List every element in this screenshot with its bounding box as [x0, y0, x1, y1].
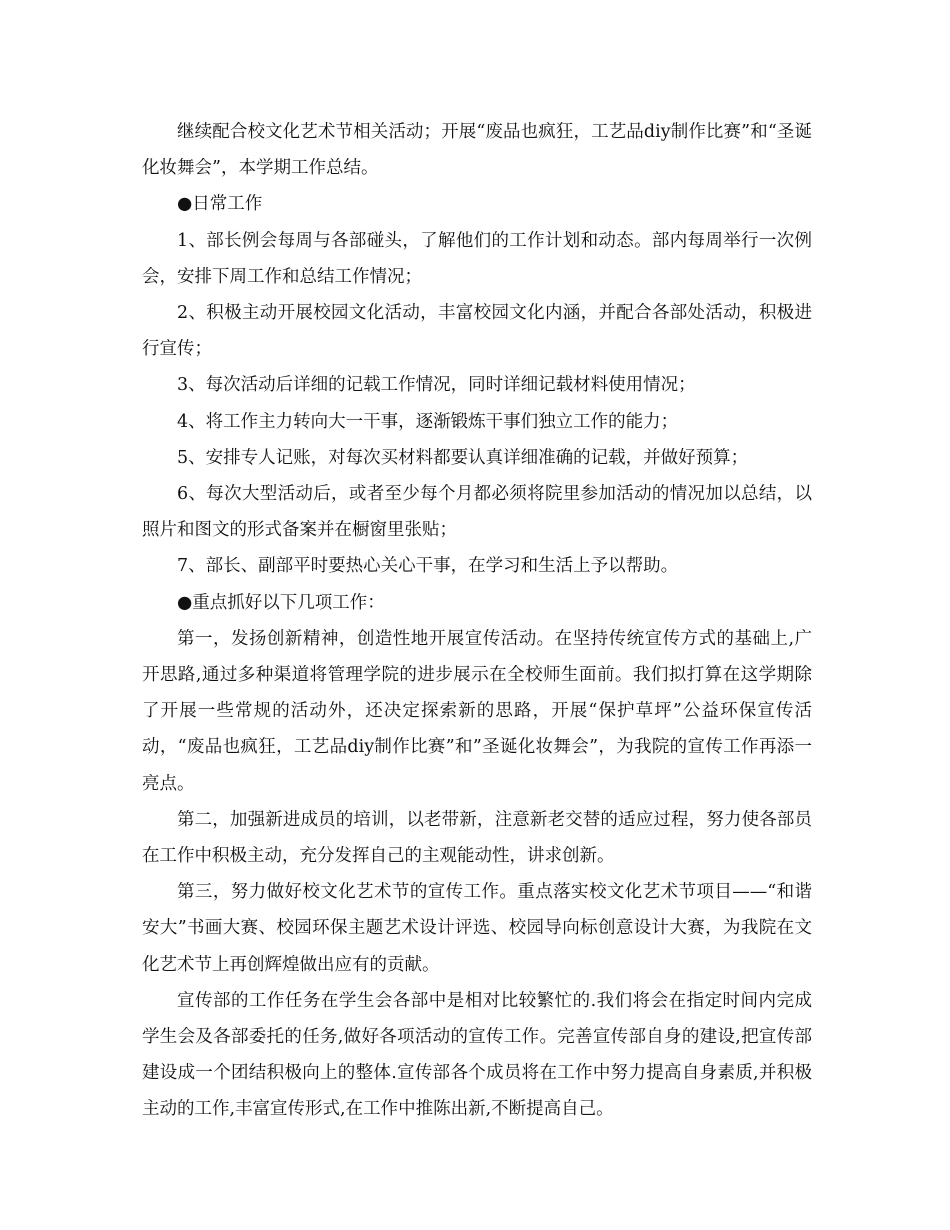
document-body [142, 114, 812, 1128]
list-item: 2、积极主动开展校园文化活动，丰富校园文化内涵，并配合各部处活动，积极进行宣传； [142, 303, 812, 360]
list-item: 6、每次大型活动后，或者至少每个月都必须将院里参加活动的情况加以总结，以照片和图文的形式备案并在橱窗里张贴； [142, 484, 812, 541]
list-item: 5、安排专人记账，对每次买材料都要认真详细准确的记载，并做好预算； [177, 447, 749, 468]
list-item: 1、部长例会每周与各部碰头，了解他们的工作计划和动态。部内每周举行一次例会，安排下周工作和总结工作情况； [142, 230, 812, 287]
paragraph-first: 第一，发扬创新精神，创造性地开展宣传活动。在坚持传统宣传方式的基础上,广开思路,通过多种渠道将管理学院的进步展示在全校师生面前。我们拟打算在这学期除了开展一些常规的活动外，还决定探索新的思路，开展“保护草坪”公益环保宣传活动，“废品也疯狂，工艺品diy制作比赛”和”圣诞化妆舞会”，为我院的宣传工作再添一亮点。 [142, 628, 812, 794]
list-item: 4、将工作主力转向大一干事，逐渐锻炼干事们独立工作的能力； [177, 411, 679, 432]
section-heading-daily-work: ●日常工作 [177, 194, 263, 215]
paragraph-third: 第三，努力做好校文化艺术节的宣传工作。重点落实校文化艺术节项目——“和谐安大”书画大赛、校园环保主题艺术设计评选、校园导向标创意设计大赛，为我院在文化艺术节上再创辉煌做出应有的贡献。 [142, 882, 812, 975]
section-heading-key-work: ●重点抓好以下几项工作： [177, 592, 385, 613]
paragraph-closing: 宣传部的工作任务在学生会各部中是相对比较繁忙的.我们将会在指定时间内完成学生会及各部委托的任务,做好各项活动的宣传工作。完善宣传部自身的建设,把宣传部建设成一个团结积极向上的整体.宣传部各个成员将在工作中努力提高自身素质,并积极主动的工作,丰富宣传形式,在工作中推陈出新,不断提高自己。 [142, 990, 812, 1120]
paragraph-intro: 继续配合校文化艺术节相关活动；开展“废品也疯狂，工艺品diy制作比赛”和“圣诞化妆舞会”，本学期工作总结。 [142, 122, 812, 179]
list-item: 7、部长、副部平时要热心关心干事，在学习和生活上予以帮助。 [177, 556, 679, 577]
list-item: 3、每次活动后详细的记载工作情况，同时详细记载材料使用情况； [177, 375, 696, 396]
paragraph-second: 第二，加强新进成员的培训，以老带新，注意新老交替的适应过程，努力使各部员在工作中积极主动，充分发挥自己的主观能动性，讲求创新。 [142, 809, 812, 867]
